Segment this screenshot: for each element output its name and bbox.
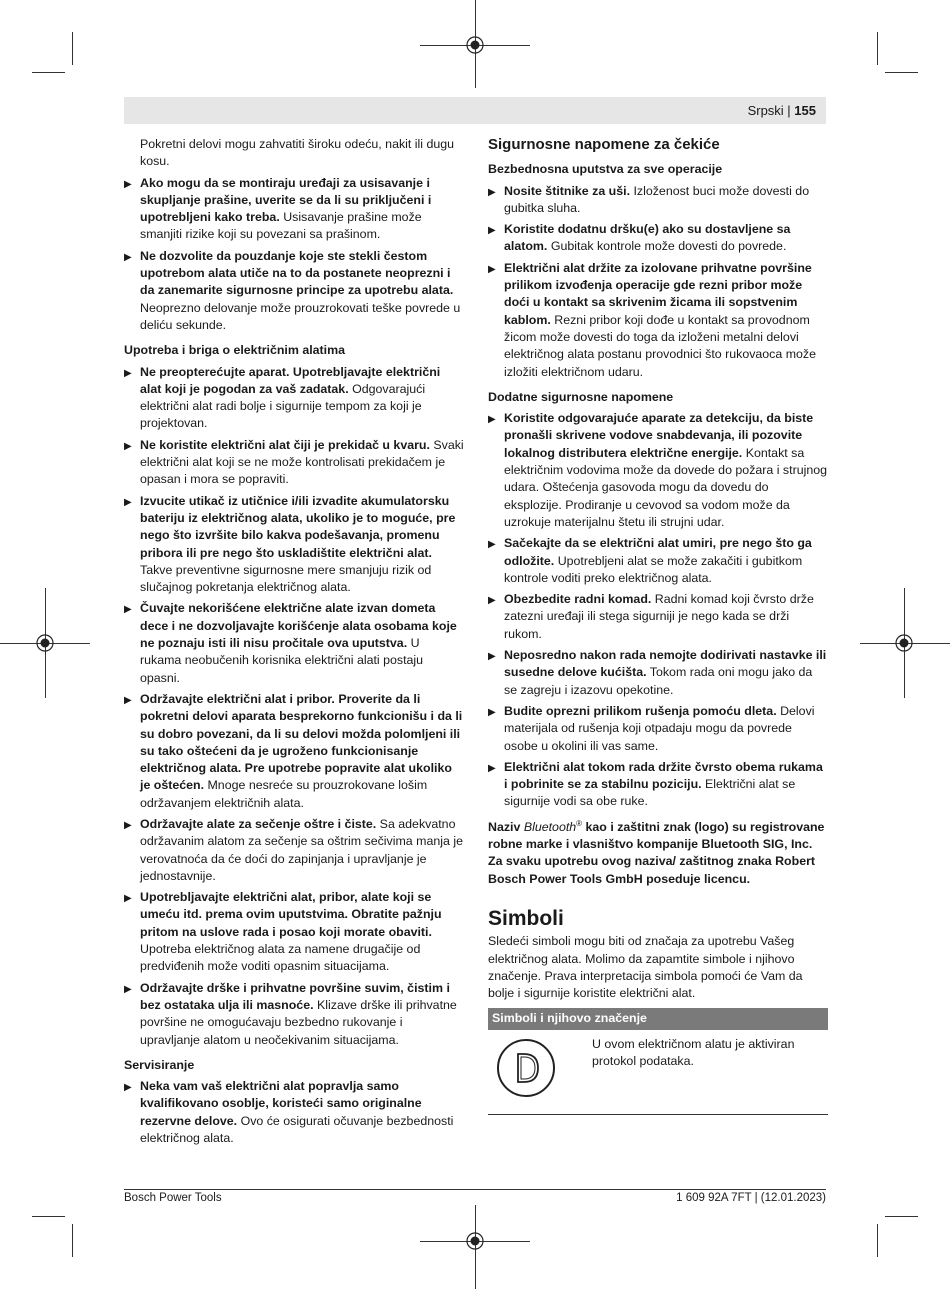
item-bold-text: Električni alat tokom rada držite čvrsto obema rukama i pobrinite se za stabilnu poziciju. (504, 759, 823, 792)
item-text: Ovo će osigurati očuvanje bezbednosti električnog alata. (140, 1113, 454, 1146)
page-header-text (748, 103, 816, 118)
header-language: Srpski (747, 103, 784, 118)
bt-post: kao i zaštitni znak (logo) su registrovane robne marke i vlasništvo kompanije Bluetooth SIG, Inc. Za svaku upotrebu ovog naziva/ zaštitnog znaka Robert Bosch Power Tools GmbH poseduje licencu. (488, 819, 825, 886)
bt-pre: Naziv (488, 819, 524, 834)
bt-name: Bluetooth (523, 819, 577, 834)
subheading-additional: Dodatne sigurnosne napomene (488, 389, 674, 404)
left-column (124, 136, 464, 1151)
item-text: Upotreba električnog alata za namene drugačije od predviđenih može voditi opasnim situacijama. (140, 942, 421, 974)
item-text: Klizave drške ili prihvatne površine ne omogućavaju bezbedno rukovanje i upravljanje alatom u neočekivanim situacijama. (140, 997, 457, 1047)
item-bold-text: Održavajte električni alat i pribor. Proverite da li pokretni delovi aparata besprekorno funkcionišu i da li su dobro povezani, da li su delovi možda polomljeni ili su tako oštećeni da je ugroženo funkcionisanje električnog alata. Pre upotrebe popravite alat ukoliko je oštećen. (140, 691, 463, 793)
footer-doc-id: 1 609 92A 7FT | (12.01.2023) (676, 1192, 826, 1204)
item-text: Svaki električni alat koji se ne može kontrolisati prekidačem je opasan i mora se popraviti. (140, 437, 464, 487)
crop-mark (877, 1224, 878, 1257)
item-bold-text: Ne dozvolite da pouzdanje koje ste stekli čestom upotrebom alata utiče na to da postanete neoprezni i da zanemarite sigurnosne principe za upotrebu alata. (140, 248, 454, 298)
list-item (488, 759, 828, 811)
list-item (124, 816, 464, 885)
item-text: Izloženost buci može dovesti do gubitka sluha. (504, 183, 810, 215)
subheading-all-operations: Bezbednosna uputstva za sve operacije (488, 162, 723, 177)
item-text: U rukama neobučenih korisnika električni alati postaju opasni. (140, 636, 424, 685)
left-list-3 (124, 1078, 464, 1147)
data-protocol-icon (496, 1038, 556, 1098)
item-bold-text: Neka vam vaš električni alat popravlja samo kvalifikovano osoblje, koristeći samo originalne rezervne delove. (140, 1079, 422, 1128)
item-text: Takve preventivne sigurnosne mere smanjuju rizik od slučajnog pokretanja električnog alata. (140, 562, 432, 595)
crop-mark (72, 32, 73, 65)
list-item (488, 410, 828, 531)
item-text: Upotrebljeni alat se može zakačiti i gubitkom kontrole voditi preko električnog alata. (504, 553, 803, 585)
list-item (124, 1078, 464, 1147)
list-item (124, 175, 464, 244)
list-item (124, 980, 464, 1049)
registration-mark-icon (466, 36, 484, 54)
subheading-tool-use: Upotreba i briga o električnim alatima (124, 343, 346, 358)
crop-mark (885, 72, 918, 73)
list-item (124, 364, 464, 433)
item-bold-text: Održavajte drške i prihvatne površine suvim, čistim i bez ostataka ulja ili masnoće. (140, 980, 450, 1012)
header-separator: | (783, 103, 795, 118)
footer-company: Bosch Power Tools (124, 1192, 222, 1204)
list-item (124, 691, 464, 812)
list-item (124, 889, 464, 975)
list-item (488, 647, 828, 699)
list-item (488, 221, 828, 256)
footer-rule (124, 1189, 826, 1190)
list-item (124, 600, 464, 686)
item-text: Usisavanje prašine može smanjiti rizike koji su povezani sa prašinom. (140, 210, 422, 242)
crop-mark (885, 1216, 918, 1217)
item-bold-text: Nosite štitnike za uši. (504, 183, 631, 198)
list-item (124, 248, 464, 334)
item-text: Gubitak kontrole može dovesti do povrede. (547, 239, 787, 254)
item-bold-text: Koristite dodatnu dršku(e) ako su dostavljene sa alatom. (504, 222, 791, 254)
page-header (124, 97, 826, 124)
left-list-2 (124, 364, 464, 1049)
item-text: Radni komad koji čvrsto drže zatezni uređaji ili stega sigurniji je nego kada se drži rukom. (504, 592, 814, 641)
item-bold-text: Neposredno nakon rada nemojte dodirivati nastavke ili susedne delove kućišta. (504, 648, 827, 680)
crop-mark (32, 72, 65, 73)
section-title-hammers: Sigurnosne napomene za čekiće (488, 136, 720, 153)
item-bold-text: Budite oprezni prilikom rušenja pomoću dleta. (504, 703, 777, 718)
item-bold-text: Ne preopterećujte aparat. Upotrebljavajte električni alat koji je pogodan za vaš zadatak. (140, 364, 441, 396)
item-bold-text: Održavajte alate za sečenje oštre i čiste. (140, 816, 377, 831)
symbols-title: Simboli (488, 907, 564, 930)
right-list-1 (488, 183, 828, 381)
item-bold-text: Električni alat držite za izolovane prihvatne površine prilikom izvođenja operacije gde rezni pribor može doći u kontakt sa skrivenim žicama ili sopstvenim kablom. (504, 260, 812, 327)
item-text: Neoprezno delovanje može prouzrokovati teške povrede u deliću sekunde. (140, 300, 461, 332)
item-text: Električni alat se sigurnije vodi sa obe ruke. (504, 777, 796, 809)
list-item (124, 437, 464, 489)
item-text: Kontakt sa električnim vodovima može da dovede do požara i strujnog udara. Oštećenja gasovoda mogu da dovedu do eksplozije. Prodiranje u cevovod sa vodom može da uzrokuje materijalnu štetu ili strujni udar. (504, 445, 828, 529)
right-list-2 (488, 410, 828, 811)
symbols-intro: Sledeći simboli mogu biti od značaja za upotrebu Vašeg električnog alata. Molimo da zapamtite simbole i njihovo značenje. Prava interpretacija simbola pomoći će Vam da bolje i sigurnije koristite električni alat. (488, 934, 803, 1001)
crop-mark (72, 1224, 73, 1257)
item-text: Tokom rada oni mogu jako da se zagreju i izazovu opekotine. (504, 665, 813, 697)
item-text: Odgovarajući električni alat radi bolje i sigurnije tempom za koji je projektovan. (140, 381, 426, 431)
item-bold-text: Ako mogu da se montiraju uređaji za usisavanje i skupljanje prašine, uverite se da li su priključeni i upotrebljeni kako treba. (140, 175, 432, 225)
item-text: Sa adekvatno održavanim alatom za sečenje sa oštrim sečivima manja je verovatnoća da će doći do zapinjanja i upravljanje je jednostavnije. (140, 816, 463, 883)
list-item (488, 260, 828, 381)
left-list-1 (124, 175, 464, 335)
symbols-table-header: Simboli i njihovo značenje (488, 1008, 828, 1029)
list-item (488, 535, 828, 587)
item-bold-text: Sačekajte da se električni alat umiri, pre nego što ga odložite. (504, 536, 812, 568)
item-text: Delovi materijala od rušenja koji otpadaju mogu da povrede osobe u okolini ili vas same. (504, 703, 815, 753)
list-item (488, 591, 828, 643)
list-item (124, 493, 464, 597)
item-text: Rezni pribor koji dođe u kontakt sa provodnom žicom može dovesti do toga da izloženi metalni delovi električnog alata postanu provodnici što rukovaoca može izložiti električnom udaru. (504, 312, 817, 379)
item-bold-text: Obezbedite radni komad. (504, 592, 652, 607)
item-bold-text: Ne koristite električni alat čiji je prekidač u kvaru. (140, 437, 430, 452)
item-bold-text: Upotrebljavajte električni alat, pribor, alate koji se umeću itd. prema ovim uputstvima. Obratite pažnju pritom na uslove rada i posao koji morate obaviti. (140, 890, 442, 939)
crop-mark (877, 32, 878, 65)
bt-reg: ® (576, 818, 583, 828)
list-item (488, 183, 828, 218)
symbol-description: U ovom električnom alatu je aktiviran protokol podataka. (592, 1036, 795, 1069)
registration-mark-icon (36, 634, 54, 652)
item-text: Mnoge nesreće su prouzrokovane lošim održavanjem električnih alata. (140, 778, 428, 810)
list-item (488, 703, 828, 755)
registration-mark-icon (466, 1232, 484, 1250)
bluetooth-notice (488, 815, 828, 888)
right-column (488, 136, 828, 1115)
registration-mark-icon (895, 634, 913, 652)
item-bold-text: Čuvajte nekorišćene električne alate izvan dometa dece i ne dozvoljavajte korišćenje alata osobama koje ne poznaju isti ili nisu pročitale ova uputstva. (140, 601, 457, 651)
intro-text: Pokretni delovi mogu zahvatiti široku odeću, nakit ili dugu kosu. (140, 137, 455, 169)
subheading-service: Servisiranje (124, 1057, 195, 1072)
item-bold-text: Koristite odgovarajuće aparate za detekciju, da biste pronašli skrivene vodove snabdevanja, ili pozovite lokalnog distributera električne energije. (504, 411, 814, 460)
item-bold-text: Izvucite utikač iz utičnice i/ili izvadite akumulatorsku bateriju iz električnog alata, ukoliko je to moguće, pre nego što izvršite bilo kakva podešavanja, promenu pribora ili pre nego što uskladištite električni alat. (140, 493, 456, 560)
page-number: 155 (794, 103, 816, 118)
crop-mark (32, 1216, 65, 1217)
symbols-table-row (488, 1030, 828, 1115)
